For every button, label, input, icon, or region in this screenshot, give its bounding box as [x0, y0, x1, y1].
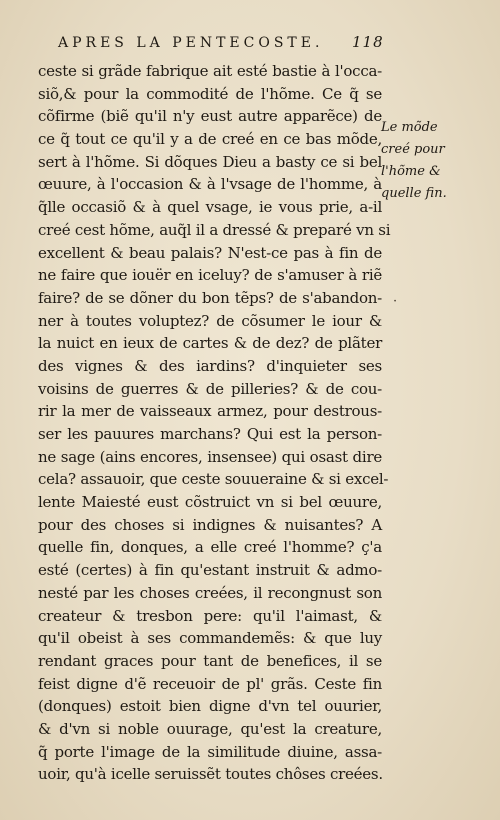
text-line: faire? de se dõner du bon tẽps? de s'abandon-: [38, 288, 382, 307]
text-line: feist digne d'ẽ receuoir de pl' grãs. Ceste fin: [38, 674, 382, 693]
text-line: cõfirme (biẽ qu'il n'y eust autre apparẽce) de: [38, 107, 382, 126]
text-line: rir la mer de vaisseaux armez, pour destrous-: [38, 402, 382, 421]
page-number: 118: [352, 33, 384, 51]
text-line: qu'il obeist à ses commandemẽs: & que luy: [38, 629, 382, 648]
text-line: q̃lle occasiõ & à quel vsage, ie vous prie, a-il: [38, 198, 382, 217]
text-line: nesté par les choses creées, il recongnust son: [38, 583, 382, 602]
text-line: siõ,& pour la commodité de l'hõme. Ce q̃ se: [38, 84, 382, 103]
text-line: sert à l'hõme. Si dõques Dieu a basty ce si bel: [38, 152, 382, 171]
text-line: voisins de guerres & de pilleries? & de cou-: [38, 379, 382, 398]
text-line: q̃ porte l'image de la similitude diuine, assa-: [38, 742, 382, 761]
margin-note-line: l'hõme &: [381, 164, 441, 179]
text-line: ner à toutes voluptez? de cõsumer le iour &: [38, 311, 382, 330]
text-line: createur & tresbon pere: qu'il l'aimast, &: [38, 606, 382, 625]
margin-note-line: Le mõde: [381, 120, 438, 135]
text-line: & d'vn si noble ouurage, qu'est la creature,: [38, 719, 382, 738]
text-line: pour des choses si indignes & nuisantes? A: [38, 515, 382, 534]
margin-note: [381, 117, 491, 205]
text-line: ce q̃ tout ce qu'il y a de creé en ce bas mõde,: [38, 130, 382, 149]
body-text: [38, 60, 391, 786]
text-line: ceste si grãde fabrique ait esté bastie à l'occa-: [38, 62, 382, 80]
text-line: esté (certes) à fin qu'estant instruit & admo-: [38, 561, 382, 580]
margin-note-line: creé pour: [381, 142, 445, 157]
text-line: lente Maiesté eust cõstruict vn si bel œuure,: [38, 493, 382, 512]
text-line: ser les pauures marchans? Qui est la person-: [38, 425, 382, 443]
text-line: des vignes & des iardins? d'inquieter ses: [38, 356, 382, 375]
text-line: (donques) estoit bien digne d'vn tel ouurier,: [38, 697, 382, 716]
margin-mark: ·: [393, 294, 398, 309]
text-line: œuure, à l'occasion & à l'vsage de l'homme, à: [38, 175, 382, 194]
text-line: quelle fin, donques, a elle creé l'homme? ç'a: [38, 538, 382, 557]
margin-note-line: quelle fin.: [381, 186, 447, 201]
text-line: cela? assauoir, que ceste souueraine & si excel-: [38, 470, 389, 489]
text-line: ne sage (ains encores, insensee) qui osast dire: [38, 447, 382, 466]
text-line: creé cest hõme, auq̃l il a dressé & preparé vn si: [38, 220, 391, 239]
text-line: ne faire que iouër en iceluy? de s'amuser à riẽ: [38, 266, 382, 285]
text-line: uoir, qu'à icelle seruissẽt toutes chôses creées.: [38, 765, 383, 784]
text-line: excellent & beau palais? N'est-ce pas à fin de: [38, 243, 382, 262]
text-line: rendant graces pour tant de benefices, il se: [38, 651, 382, 670]
running-title: APRES LA PENTECOSTE.: [58, 35, 324, 51]
text-line: la nuict en ieux de cartes & de dez? de plãter: [38, 334, 382, 353]
